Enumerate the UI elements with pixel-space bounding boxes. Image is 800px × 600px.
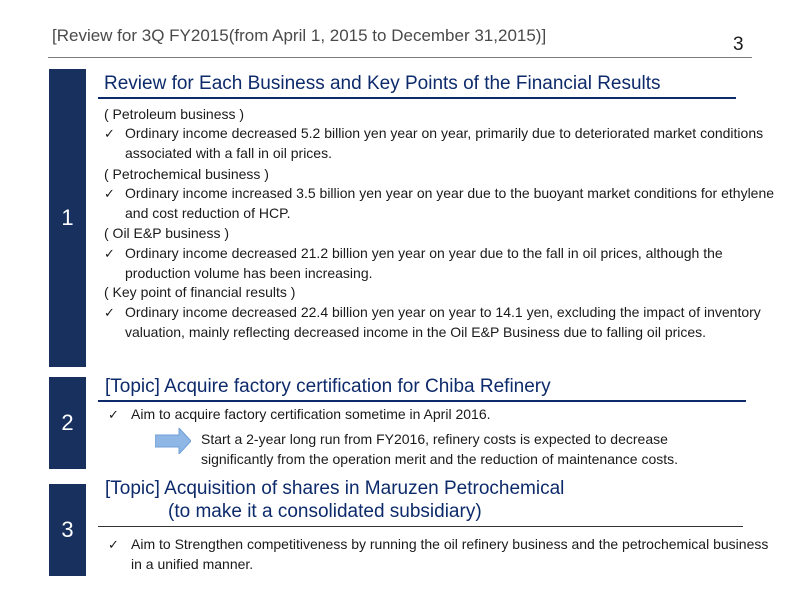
section-3-number: 3 [61, 517, 74, 542]
bullet-factory-certification: Aim to acquire factory certification sometime in April 2016. [131, 406, 491, 422]
page-number: 3 [733, 34, 744, 55]
category-oil-ep: ( Oil E&P business ) [104, 225, 230, 241]
bullet-petrochemical: Ordinary income increased 3.5 billion yen year on year due to the buoyant market conditions for ethylene and cost reduction of HCP. [125, 185, 775, 221]
section-1-number: 1 [61, 205, 74, 230]
section-3-title-rule [98, 526, 743, 527]
section-3-title-line-1: [Topic] Acquisition of shares in Maruzen Petrochemical [105, 478, 565, 499]
bullet-maruzen: Aim to Strengthen competitiveness by running the oil refinery business and the petrochemical business in a unified manner. [131, 536, 769, 572]
right-arrow-icon [155, 428, 191, 454]
section-2-number: 2 [61, 410, 74, 435]
section-2-title: [Topic] Acquire factory certification for Chiba Refinery [105, 376, 551, 397]
category-key-point: ( Key point of financial results ) [104, 284, 296, 300]
bullet-key-point: Ordinary income decreased 22.4 billion yen year on year to 14.1 yen, excluding the impact of inventory valuation, mainly reflecting decreased income in the Oil E&P Business due to falling oil prices. [125, 304, 761, 340]
check-icon: ✓ [104, 305, 115, 320]
check-icon: ✓ [104, 126, 115, 141]
section-1-number-box [49, 69, 86, 367]
category-petroleum: ( Petroleum business ) [104, 106, 245, 122]
check-icon: ✓ [104, 186, 115, 201]
page-header-title: [Review for 3Q FY2015(from April 1, 2015 to December 31,2015)] [52, 26, 547, 45]
bullet-petroleum: Ordinary income decreased 5.2 billion yen year on year, primarily due to deteriorated market conditions associated with a fall in oil prices. [125, 125, 764, 161]
section-3-number-box [49, 484, 86, 576]
section-2-number-box [49, 377, 86, 469]
check-icon: ✓ [104, 246, 115, 261]
section-3-title-line-2: (to make it a consolidated subsidiary) [168, 501, 482, 522]
category-petrochemical: ( Petrochemical business ) [104, 166, 269, 182]
header-divider [48, 57, 752, 58]
arrow-explanation-text: Start a 2-year long run from FY2016, refinery costs is expected to decrease significantly from the operation merit and the reduction of maintenance costs. [201, 431, 679, 467]
bullet-oil-ep: Ordinary income decreased 21.2 billion yen year on year due to the fall in oil prices, although the production volume has been increasing. [125, 245, 723, 281]
section-2-title-rule [98, 400, 746, 402]
check-icon: ✓ [108, 407, 119, 422]
check-icon: ✓ [108, 537, 119, 552]
section-1-title-rule [98, 97, 736, 99]
section-1-title: Review for Each Business and Key Points of the Financial Results [104, 73, 661, 94]
